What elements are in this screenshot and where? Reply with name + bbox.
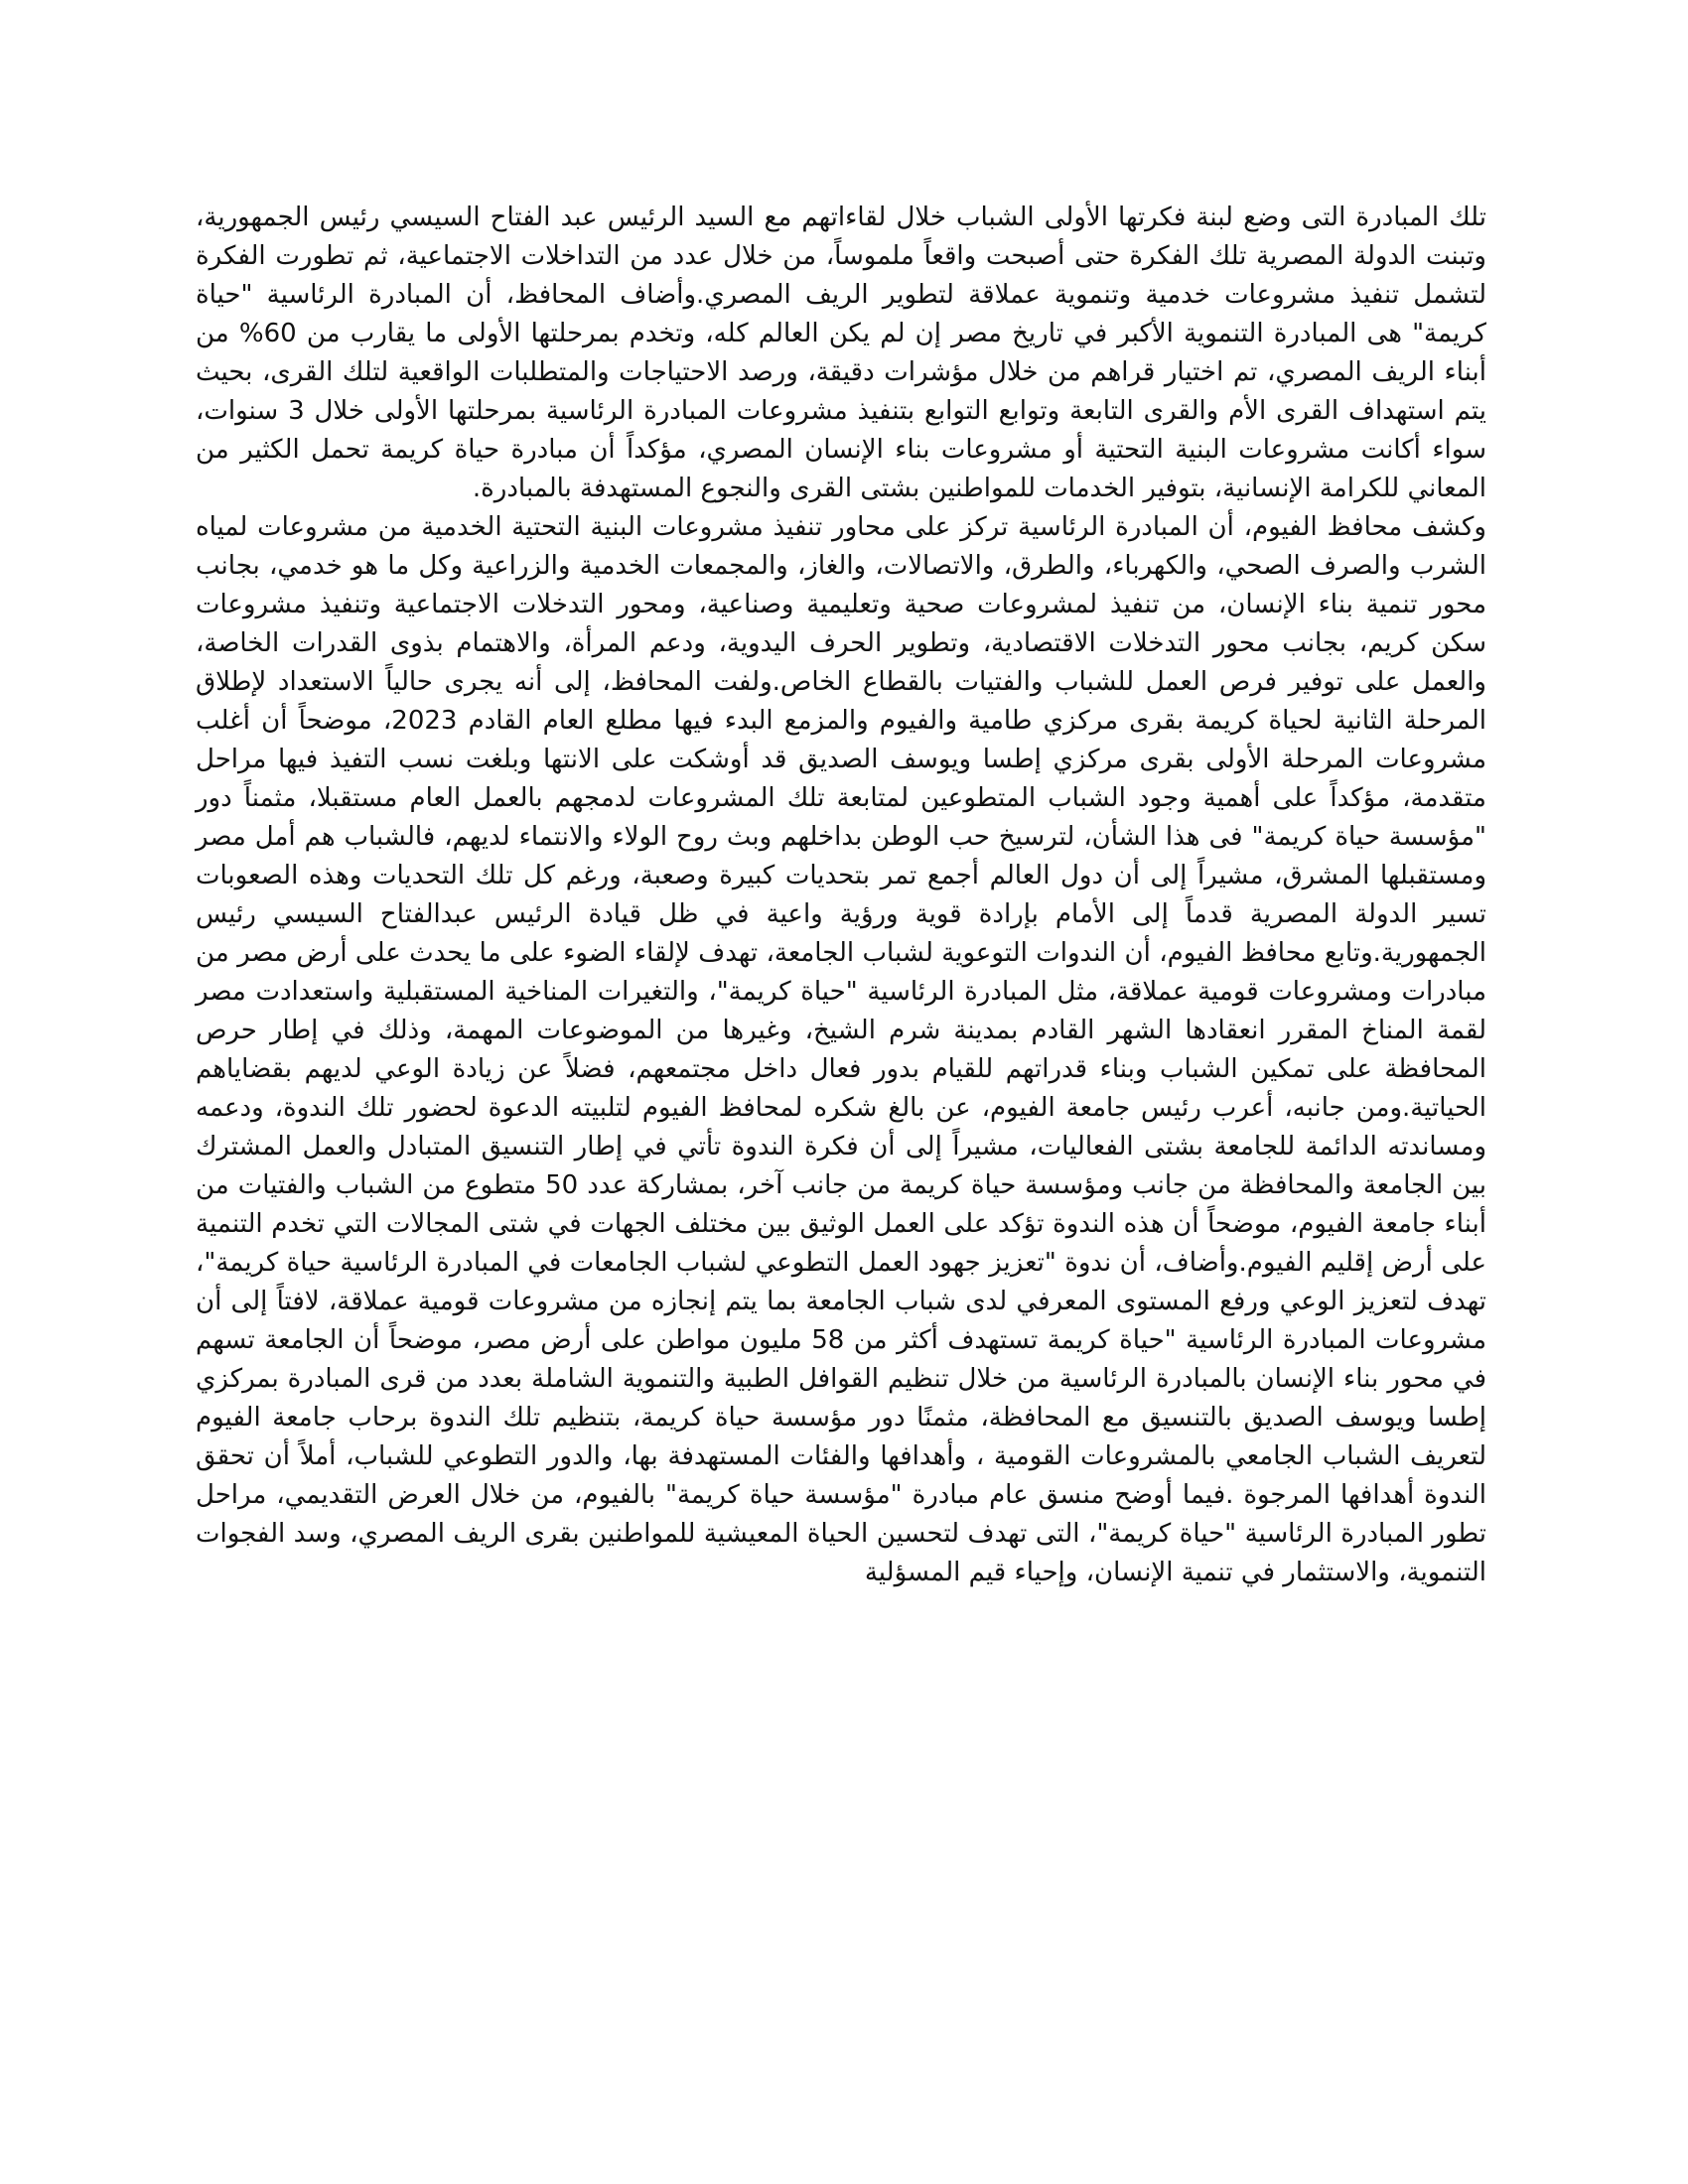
paragraph-2: وكشف محافظ الفيوم، أن المبادرة الرئاسية تركز على محاور تنفيذ مشروعات البنية التحتية الخدمية من مشروعات لمياه الشرب والصرف الصحي، والكهرباء، والطرق، والاتصالات، والغاز، والمجمعات الخدمية والزراعية وكل ما هو خدمي، بجانب محور تنمية بناء الإنسان، من تنفيذ لمشروعات صحية وتعليمية وصناعية، ومحور التدخلات الاجتماعية وتنفيذ مشروعات سكن كريم، بجانب محور التدخلات الاقتصادية، وتطوير الحرف اليدوية، ودعم المرأة، والاهتمام بذوى القدرات الخاصة، والعمل على توفير فرص العمل للشباب والفتيات بالقطاع الخاص.ولفت المحافظ، إلى أنه يجرى حالياً الاستعداد لإطلاق المرحلة الثانية لحياة كريمة بقرى مركزي طامية والفيوم والمزمع البدء فيها مطلع العام القادم 2023، موضحاً أن أغلب مشروعات المرحلة الأولى بقرى مركزي إطسا ويوسف الصديق قد أوشكت على الانتها وبلغت نسب التفيذ فيها مراحل متقدمة، مؤكداً على أهمية وجود الشباب المتطوعين لمتابعة تلك المشروعات لدمجهم بالعمل العام مستقبلا، مثمناً دور "مؤسسة حياة كريمة" فى هذا الشأن، لترسيخ حب الوطن بداخلهم وبث روح الولاء والانتماء لديهم، فالشباب هم أمل مصر ومستقبلها المشرق، مشيراً إلى أن دول العالم أجمع تمر بتحديات كبيرة وصعبة، ورغم كل تلك التحديات وهذه الصعوبات تسير الدولة المصرية قدماً إلى الأمام بإرادة قوية ورؤية واعية في ظل قيادة الرئيس عبدالفتاح السيسي رئيس الجمهورية.وتابع محافظ الفيوم، أن الندوات التوعوية لشباب الجامعة، تهدف لإلقاء الضوء على ما يحدث على أرض مصر من مبادرات ومشروعات قومية عملاقة، مثل المبادرة الرئاسية "حياة كريمة"، والتغيرات المناخية المستقبلية واستعدادت مصر لقمة المناخ المقرر انعقادها الشهر القادم بمدينة شرم الشيخ، وغيرها من الموضوعات المهمة، وذلك في إطار حرص المحافظة على تمكين الشباب وبناء قدراتهم للقيام بدور فعال داخل مجتمعهم، فضلاً عن زيادة الوعي لديهم بقضاياهم الحياتية.ومن جانبه، أعرب رئيس جامعة الفيوم، عن بالغ شكره لمحافظ الفيوم لتلبيته الدعوة لحضور تلك الندوة، ودعمه ومساندته الدائمة للجامعة بشتى الفعاليات، مشيراً إلى أن فكرة الندوة تأتي في إطار التنسيق المتبادل والعمل المشترك بين الجامعة والمحافظة من جانب ومؤسسة حياة كريمة من جانب آخر، بمشاركة عدد 50 متطوع من الشباب والفتيات من أبناء جامعة الفيوم، موضحاً أن هذه الندوة تؤكد على العمل الوثيق بين مختلف الجهات في شتى المجالات التي تخدم التنمية على أرض إقليم الفيوم.وأضاف، أن ندوة "تعزيز جهود العمل التطوعي لشباب الجامعات في المبادرة الرئاسية حياة كريمة"، تهدف لتعزيز الوعي ورفع المستوى المعرفي لدى شباب الجامعة بما يتم إنجازه من مشروعات قومية عملاقة، لافتاً إلى أن مشروعات المبادرة الرئاسية "حياة كريمة تستهدف أكثر من 58 مليون مواطن على أرض مصر، موضحاً أن الجامعة تسهم في محور بناء الإنسان بالمبادرة الرئاسية من خلال تنظيم القوافل الطبية والتنموية الشاملة بعدد من قرى المبادرة بمركزي إطسا ويوسف الصديق بالتنسيق مع المحافظة، مثمنًا دور مؤسسة حياة كريمة، بتنظيم تلك الندوة برحاب جامعة الفيوم لتعريف الشباب الجامعي بالمشروعات القومية ، وأهدافها والفئات المستهدفة بها، والدور التطوعي للشباب، أملاً أن تحقق الندوة أهدافها المرجوة .فيما أوضح منسق عام مبادرة "مؤسسة حياة كريمة" بالفيوم، من خلال العرض التقديمي، مراحل تطور المبادرة الرئاسية "حياة كريمة"، التى تهدف لتحسين الحياة المعيشية للمواطنين بقرى الريف المصري، وسد الفجوات التنموية، والاستثمار في تنمية الإنسان، وإحياء قيم المسؤلية bbox=[196, 512, 1486, 1587]
paragraph-1: تلك المبادرة التى وضع لبنة فكرتها الأولى الشباب خلال لقاءاتهم مع السيد الرئيس عبد الفتاح السيسي رئيس الجمهورية، وتبنت الدولة المصرية تلك الفكرة حتى أصبحت واقعاً ملموساً، من خلال عدد من التداخلات الاجتماعية، ثم تطورت الفكرة لتشمل تنفيذ مشروعات خدمية وتنموية عملاقة لتطوير الريف المصري.وأضاف المحافظ، أن المبادرة الرئاسية "حياة كريمة" هى المبادرة التنموية الأكبر في تاريخ مصر إن لم يكن العالم كله، وتخدم بمرحلتها الأولى ما يقارب من 60% من أبناء الريف المصري، تم اختيار قراهم من خلال مؤشرات دقيقة، ورصد الاحتياجات والمتطلبات الواقعية لتلك القرى، بحيث يتم استهداف القرى الأم والقرى التابعة وتوابع التوابع بتنفيذ مشروعات المبادرة الرئاسية بمرحلتها الأولى خلال 3 سنوات، سواء أكانت مشروعات البنية التحتية أو مشروعات بناء الإنسان المصري، مؤكداً أن مبادرة حياة كريمة تحمل الكثير من المعاني للكرامة الإنسانية، بتوفير الخدمات للمواطنين بشتى القرى والنجوع المستهدفة بالمبادرة. bbox=[196, 203, 1486, 503]
article-body bbox=[196, 199, 1486, 1592]
